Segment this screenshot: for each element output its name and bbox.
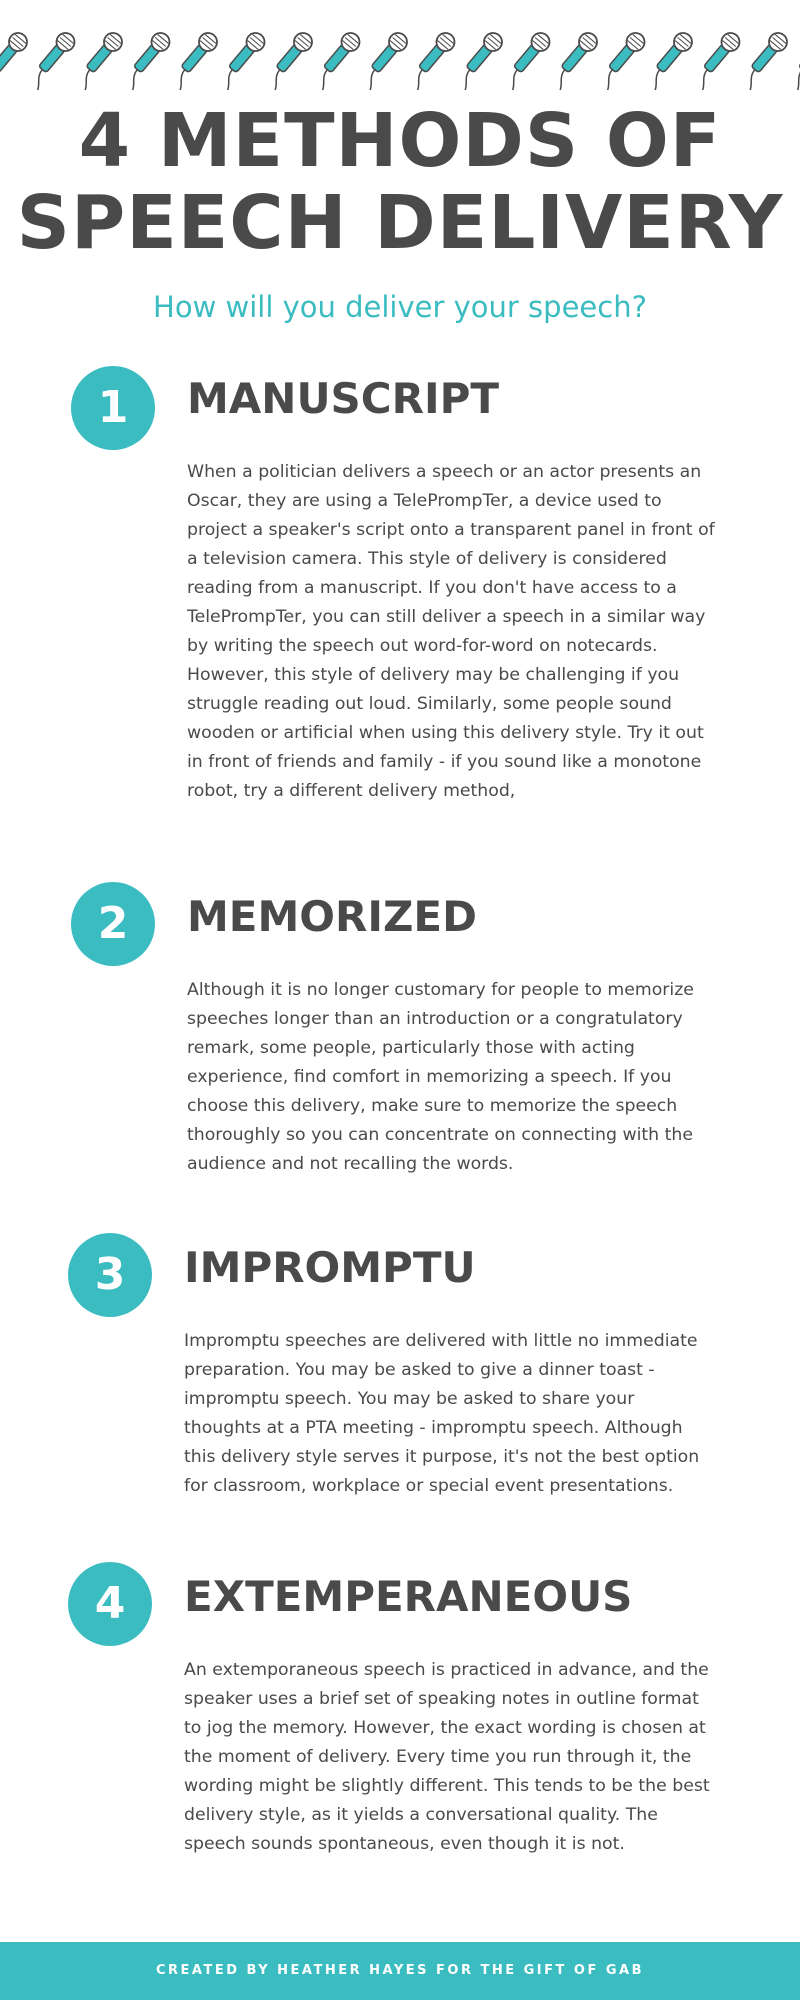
microphone-icon [545, 29, 601, 90]
method-title: MEMORIZED [187, 892, 477, 941]
method-description: When a politician delivers a speech or an actor presents an Oscar, they are using a TelePrompTer, a device used to project a speaker's script onto a transparent panel in front of a television camera. This style of delivery is considered reading from a manuscript. If you don't have access to a TelePrompTer, you can still deliver a speech in a similar way by writing the speech out word-for-word on notecards. However, this style of delivery may be challenging if you struggle reading out loud. Similarly, some people sound wooden or artificial when using this delivery style. Try it out in front of friends and family - if you sound like a monotone robot, try a different delivery method, [187, 462, 715, 801]
method-title: MANUSCRIPT [187, 374, 500, 423]
method-description: An extemporaneous speech is practiced in advance, and the speaker uses a brief set of speaking notes in outline format to jog the memory. However, the exact wording is chosen at the moment of delivery. Every time you run through it, the wording might be slightly different. This tends to be the best delivery style, as it yields a conversational quality. The speech sounds spontaneous, even though it is not. [184, 1660, 710, 1854]
microphone-icon [70, 29, 126, 90]
microphone-icon [735, 29, 791, 90]
method-number-badge: 1 [71, 366, 155, 450]
microphone-icon [640, 29, 696, 90]
footer-bar [0, 1942, 800, 2000]
microphone-icon [498, 29, 554, 90]
method-title: EXTEMPERANEOUS [184, 1572, 633, 1621]
microphone-icon [355, 29, 411, 90]
microphone-icon [118, 29, 174, 90]
method-description: Although it is no longer customary for people to memorize speeches longer than an introduction or a congratulatory remark, some people, particularly those with acting experience, find comfort in memorizing a speech. If you choose this delivery, make sure to memorize the speech thoroughly so you can concentrate on connecting with the audience and not recalling the words. [187, 980, 694, 1174]
microphone-icon [165, 29, 221, 90]
microphone-border [0, 22, 800, 90]
method-number-badge: 2 [71, 882, 155, 966]
microphone-icon [213, 29, 269, 90]
microphone-icon [260, 29, 316, 90]
microphone-icon [450, 29, 506, 90]
method-description: Impromptu speeches are delivered with little no immediate preparation. You may be asked to give a dinner toast - impromptu speech. You may be asked to share your thoughts at a PTA meeting - impromptu speech. Although this delivery style serves it purpose, it's not the best option for classroom, workplace or special event presentations. [184, 1331, 700, 1496]
method-number-badge: 3 [68, 1233, 152, 1317]
method-title: IMPROMPTU [184, 1243, 476, 1292]
microphone-icon [403, 29, 459, 90]
microphone-icon [23, 29, 79, 90]
method-number-badge: 4 [68, 1562, 152, 1646]
microphone-icon [593, 29, 649, 90]
page-title: 4 METHODS OF SPEECH DELIVERY [16, 98, 784, 266]
microphone-border-pattern [0, 22, 800, 90]
microphone-icon [308, 29, 364, 90]
microphone-icon [688, 29, 744, 90]
microphone-icon [0, 29, 31, 90]
footer-credit: CREATED BY HEATHER HAYES FOR THE GIFT OF GAB [155, 1963, 645, 1978]
page-subtitle: How will you deliver your speech? [153, 290, 647, 324]
